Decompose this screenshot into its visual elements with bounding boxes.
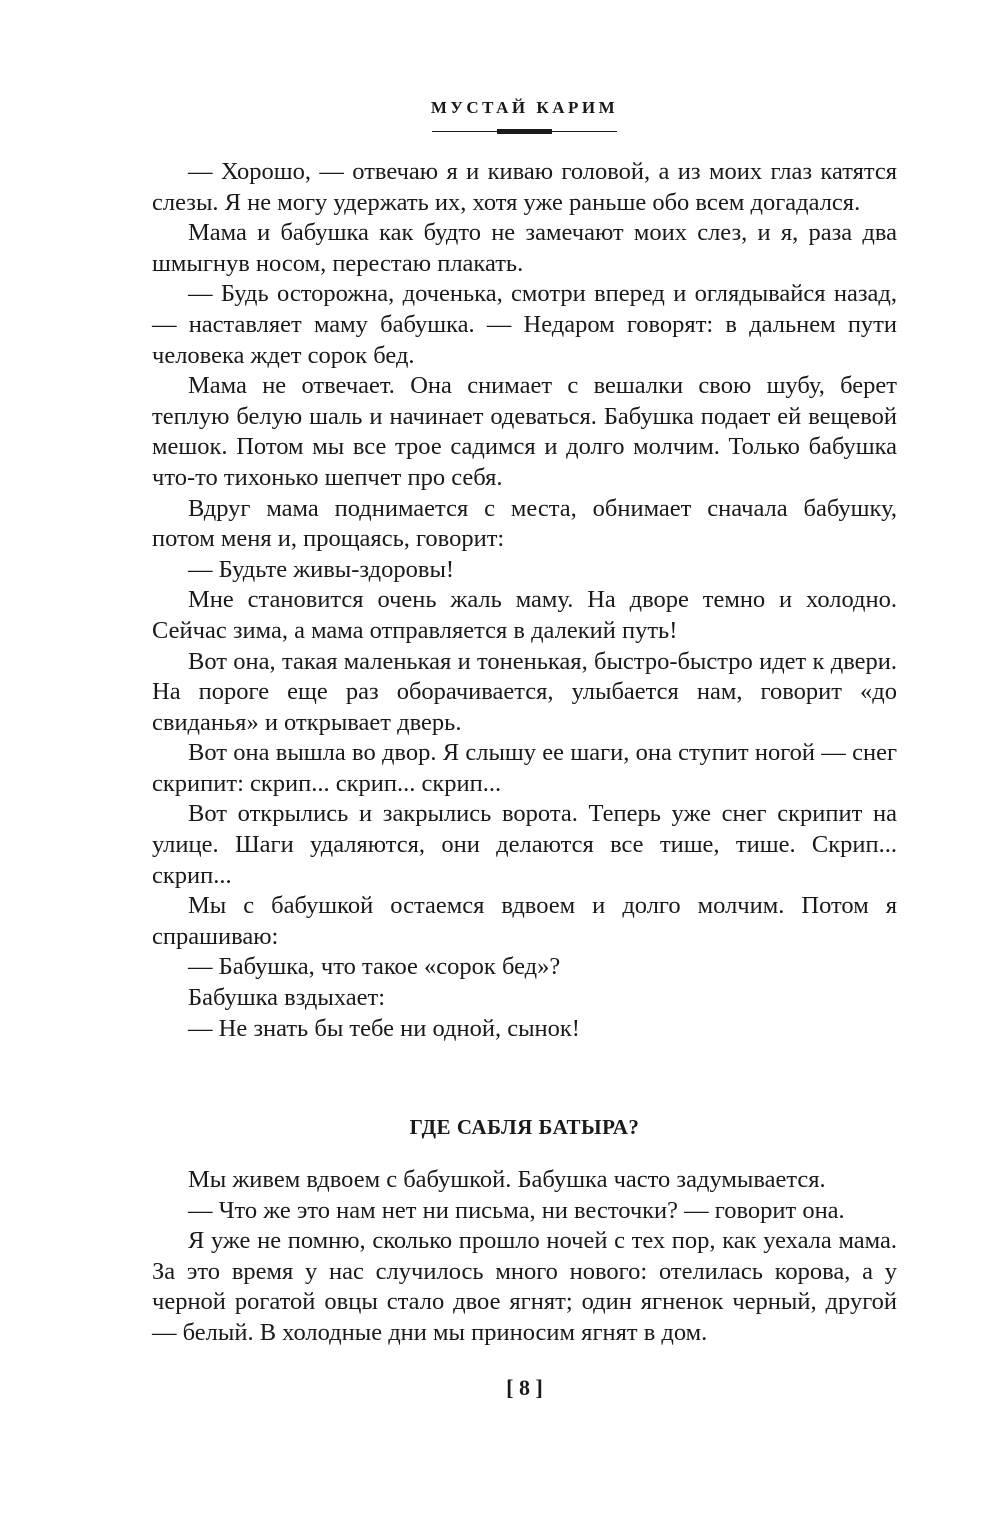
body-text-block-2 xyxy=(152,1165,897,1349)
paragraph: Мне становится очень жаль маму. На дворе темно и холодно. Сейчас зима, а мама отправляется в далекий путь! xyxy=(152,586,897,644)
paragraph: Вот она, такая маленькая и тоненькая, быстро-быстро идет к двери. На пороге еще раз оборачивается, улыбается нам, говорит «до свиданья» и открывает дверь. xyxy=(152,647,897,736)
paragraph: — Будьте живы-здоровы! xyxy=(188,555,455,583)
paragraph: Мама и бабушка как будто не замечают моих слез, и я, раза два шмыгнув носом, перестаю плакать. xyxy=(152,219,897,277)
paragraph: Мама не отвечает. Она снимает с вешалки свою шубу, берет теплую белую шаль и начинает одеваться. Бабушка подает ей вещевой мешок. Потом мы все трое садимся и долго молчим. Только бабушка что-то тихонько шепчет про себя. xyxy=(152,372,897,491)
paragraph: Вот она вышла во двор. Я слышу ее шаги, она ступит ногой — снег скрипит: скрип... скрип... скрип... xyxy=(152,739,897,797)
paragraph: Вот открылись и закрылись ворота. Теперь уже снег скрипит на улице. Шаги удаляются, они делаются все тише, тише. Скрип... скрип... xyxy=(152,800,897,889)
paragraph: Вдруг мама поднимается с места, обнимает сначала бабушку, потом меня и, прощаясь, говорит: xyxy=(152,494,897,553)
running-head-author: МУСТАЙ КАРИМ xyxy=(430,98,619,117)
paragraph: Бабушка вздыхает: xyxy=(188,984,386,1012)
paragraph: Мы с бабушкой остаемся вдвоем и долго молчим. Потом я спрашиваю: xyxy=(152,892,897,950)
paragraph: — Хорошо, — отвечаю я и киваю головой, а из моих глаз катятся слезы. Я не могу удержать их, хотя уже раньше обо всем догадался. xyxy=(152,158,897,216)
page-number: [ 8 ] xyxy=(506,1375,543,1400)
body-text-block-1 xyxy=(152,157,897,1044)
paragraph: — Бабушка, что такое «сорок бед»? xyxy=(188,953,561,981)
paragraph: Мы живем вдвоем с бабушкой. Бабушка часто задумывается. xyxy=(188,1166,826,1193)
paragraph: Я уже не помню, сколько прошло ночей с тех пор, как уехала мама. За это время у нас случилось много нового: отелилась корова, а у черной рогатой овцы стало двое ягнят; один ягненок черный, другой — белый. В холодные дни мы приносим ягнят в дом. xyxy=(152,1227,897,1346)
header-rule-accent xyxy=(497,129,552,134)
paragraph: — Не знать бы тебе ни одной, сынок! xyxy=(188,1014,580,1042)
paragraph: — Что же это нам нет ни письма, ни весточки? — говорит она. xyxy=(188,1196,845,1224)
paragraph: — Будь осторожна, доченька, смотри вперед и оглядывайся назад, — наставляет маму бабушка. — Недаром говорят: в дальнем пути человека ждет сорок бед. xyxy=(152,280,897,369)
section-title: ГДЕ САБЛЯ БАТЫРА? xyxy=(409,1115,640,1139)
